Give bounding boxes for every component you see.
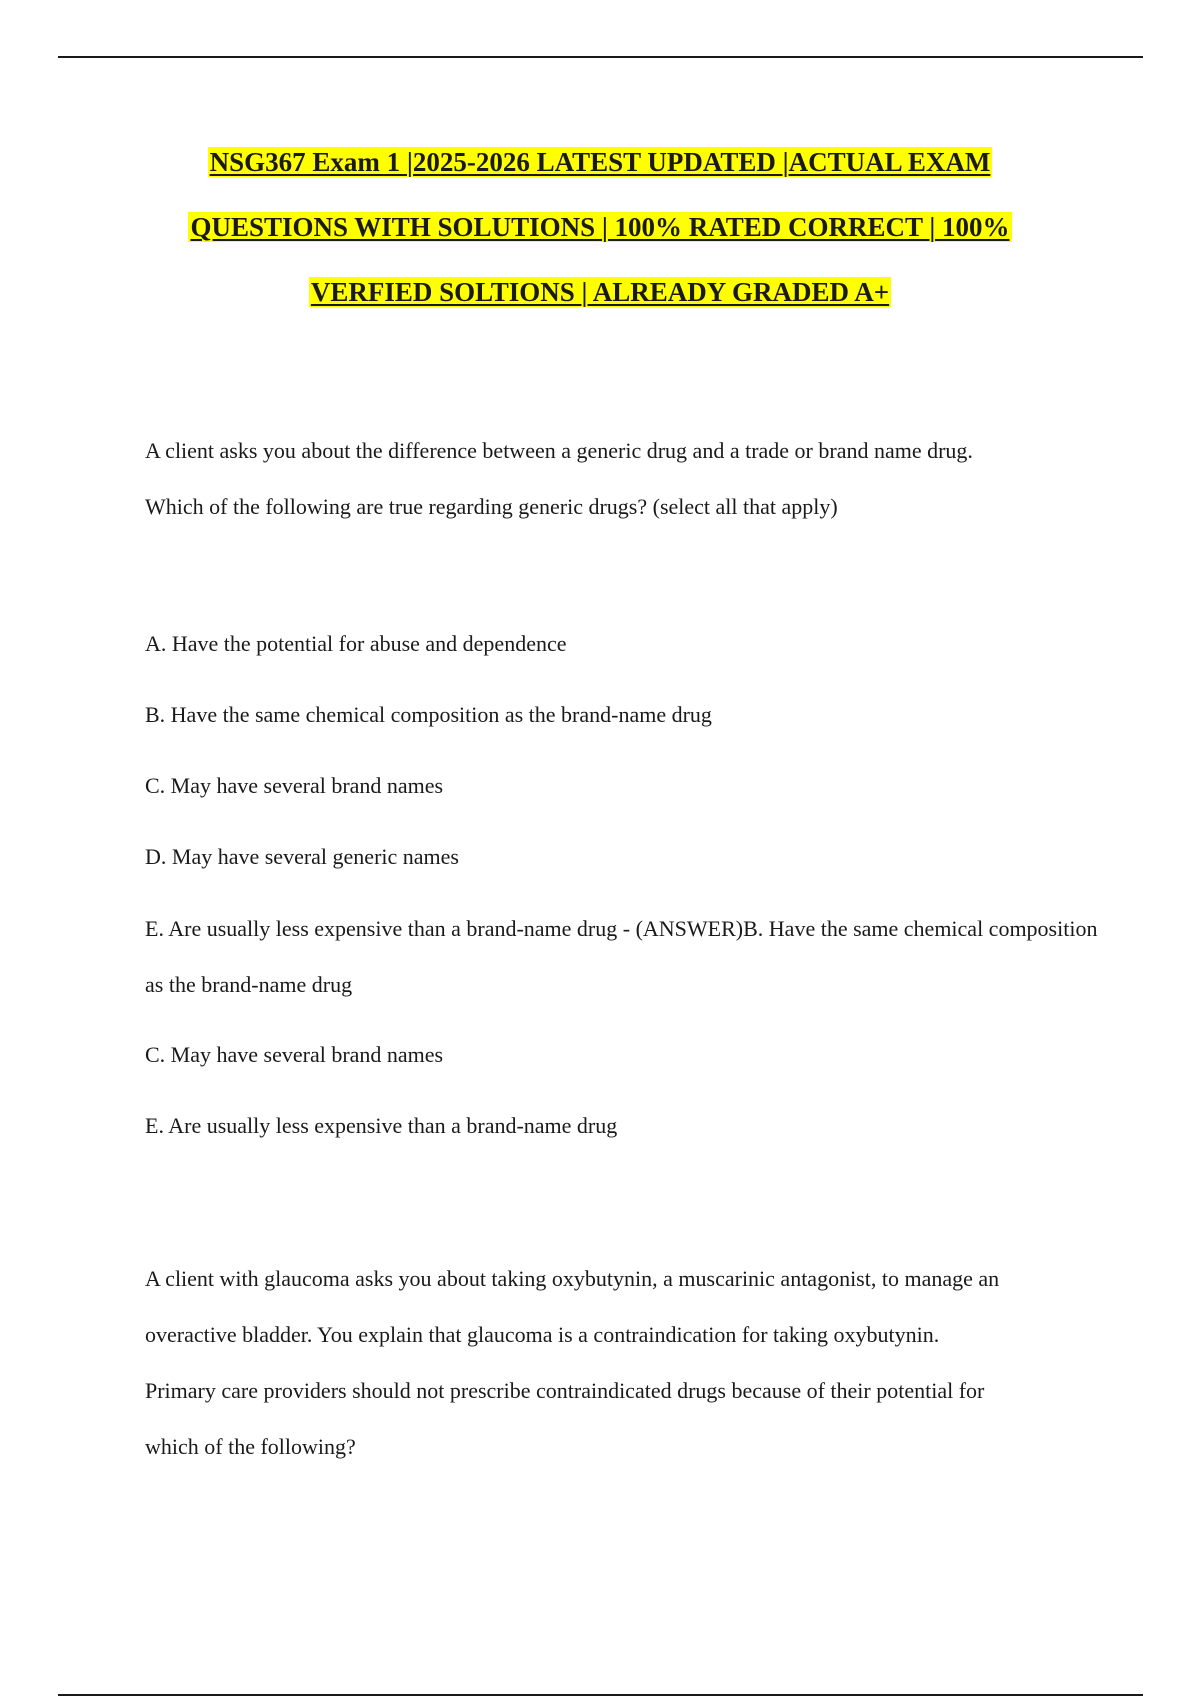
option-d: D. May have several generic names bbox=[145, 844, 459, 869]
question-1-stem bbox=[145, 423, 1105, 535]
question-1-options bbox=[145, 617, 1105, 1170]
option-b: B. Have the same chemical composition as the brand-name drug bbox=[145, 702, 712, 727]
title-line-2: QUESTIONS WITH SOLUTIONS | 100% RATED CORRECT | 100% bbox=[190, 212, 1010, 242]
top-rule bbox=[58, 56, 1143, 58]
question-1-stem-line: Which of the following are true regarding generic drugs? (select all that apply) bbox=[145, 494, 838, 519]
question-2-stem-line: A client with glaucoma asks you about taking oxybutynin, a muscarinic antagonist, to manage an bbox=[145, 1266, 1000, 1291]
answer-line: C. May have several brand names bbox=[145, 1042, 444, 1067]
option-c: C. May have several brand names bbox=[145, 773, 444, 798]
option-e-with-answer: E. Are usually less expensive than a brand-name drug - (ANSWER)B. Have the same chemical composition as the brand-name drug bbox=[145, 916, 1098, 997]
title-line-3: VERFIED SOLTIONS | ALREADY GRADED A+ bbox=[310, 277, 890, 307]
answer-line: E. Are usually less expensive than a brand-name drug bbox=[145, 1113, 618, 1138]
document-title bbox=[0, 142, 1200, 337]
option-a: A. Have the potential for abuse and dependence bbox=[145, 631, 567, 656]
question-2-stem-line: overactive bladder. You explain that glaucoma is a contraindication for taking oxybutynin. bbox=[145, 1322, 940, 1347]
question-2-stem-line: Primary care providers should not prescribe contraindicated drugs because of their potential for bbox=[145, 1378, 985, 1403]
question-2-stem bbox=[145, 1251, 1105, 1475]
question-2-stem-line: which of the following? bbox=[145, 1434, 356, 1459]
title-line-1: NSG367 Exam 1 |2025-2026 LATEST UPDATED |ACTUAL EXAM bbox=[209, 147, 991, 177]
question-1-stem-line: A client asks you about the difference between a generic drug and a trade or brand name drug. bbox=[145, 438, 973, 463]
bottom-rule bbox=[58, 1694, 1143, 1696]
